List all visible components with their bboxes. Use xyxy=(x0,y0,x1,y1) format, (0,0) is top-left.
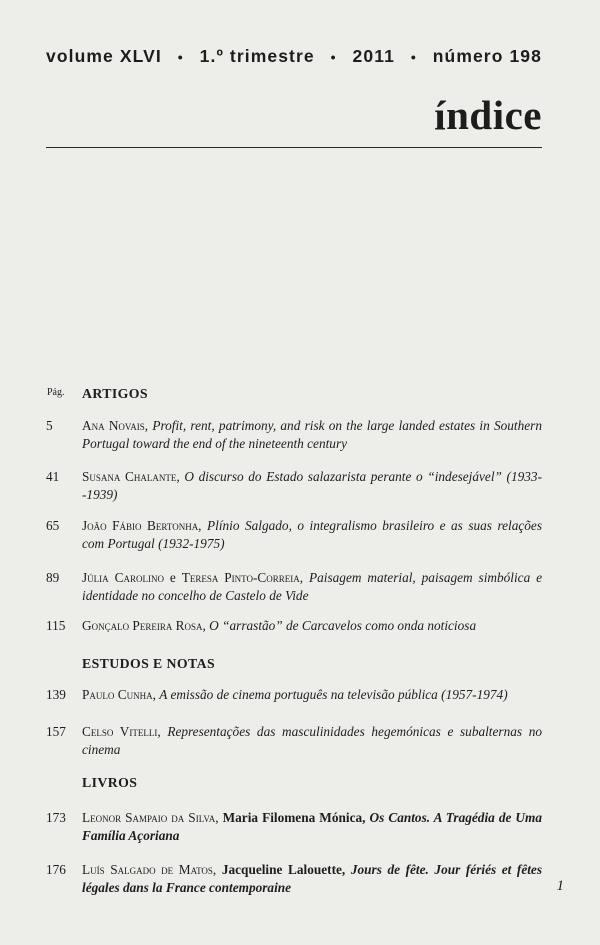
folio-page-number: 1 xyxy=(556,878,564,894)
toc-entry xyxy=(46,861,542,897)
entry-text xyxy=(82,517,542,553)
entry-author: Luís Salgado de Matos, xyxy=(82,862,217,877)
masthead-quarter: 1.º trimestre xyxy=(199,46,315,66)
section-heading-estudos-e-notas: ESTUDOS E NOTAS xyxy=(82,656,216,671)
entry-text xyxy=(82,861,542,897)
toc-entry xyxy=(46,809,542,845)
toc-entry xyxy=(46,569,542,605)
section-heading-artigos: ARTIGOS xyxy=(82,386,148,401)
entry-page-number: 115 xyxy=(46,618,66,633)
entry-reviewed-author: Jacqueline Lalouette, xyxy=(221,862,346,877)
toc-entry xyxy=(46,517,542,553)
masthead-separator: • xyxy=(330,49,337,65)
entry-title: Plínio Salgado, o integralismo brasileiro e as suas relações com Portugal (1932-1975) xyxy=(82,518,543,551)
toc-entry xyxy=(46,723,542,759)
entry-title: Profit, rent, patrimony, and risk on the large landed estates in Southern Portugal toward the end of the nineteenth century xyxy=(82,418,542,451)
masthead-volume: volume XLVI xyxy=(46,46,162,66)
entry-author: Gonçalo Pereira Rosa, xyxy=(82,618,206,633)
entry-title: O discurso do Estado salazarista perante o “indesejável” (1933--1939) xyxy=(82,469,542,502)
toc-entry xyxy=(46,468,542,504)
entry-author: Susana Chalante, xyxy=(82,469,180,484)
entry-author: Júlia Carolino xyxy=(82,570,164,585)
section-heading-livros: LIVROS xyxy=(82,775,138,790)
toc-entry xyxy=(46,686,542,704)
entry-title: Paisagem material, paisagem simbólica e identidade no concelho de Castelo de Vide xyxy=(82,570,543,603)
entry-text xyxy=(82,617,542,635)
entry-page-number: 176 xyxy=(46,862,66,877)
entry-text xyxy=(82,569,542,605)
entry-page-number: 41 xyxy=(46,469,60,484)
entry-author: João Fábio Bertonha, xyxy=(82,518,202,533)
entry-title: Jours de fête. Jour fériés et fêtes légales dans la France contemporaine xyxy=(82,862,543,895)
entry-text xyxy=(82,417,542,453)
entry-page-number: 89 xyxy=(46,570,60,585)
masthead-issue: número 198 xyxy=(432,46,542,66)
entry-title: Os Cantos. A Tragédia de Uma Família Açoriana xyxy=(82,810,543,843)
entry-text xyxy=(82,468,542,504)
entry-text xyxy=(82,723,542,759)
entry-page-number: 139 xyxy=(46,687,66,702)
entry-title: Representações das masculinidades hegemónicas e subalternas no cinema xyxy=(82,724,542,757)
toc-entry xyxy=(46,417,542,453)
entry-page-number: 5 xyxy=(46,418,53,433)
entry-page-number: 173 xyxy=(46,810,66,825)
masthead-separator: • xyxy=(410,49,417,65)
toc-entry xyxy=(46,617,542,635)
entry-text xyxy=(82,686,542,704)
entry-text xyxy=(82,809,542,845)
entry-conjunction: e xyxy=(169,570,176,585)
entry-title: O “arrastão” de Carcavelos como onda noticiosa xyxy=(209,618,477,633)
masthead-year: 2011 xyxy=(352,46,395,66)
entry-author: Celso Vitelli, xyxy=(82,724,161,739)
entry-author: Ana Novais, xyxy=(82,418,149,433)
masthead xyxy=(46,46,542,67)
entry-author: Paulo Cunha, xyxy=(82,687,156,702)
page-title: índice xyxy=(434,92,542,138)
entry-reviewed-author: Maria Filomena Mónica, xyxy=(222,810,366,825)
entry-page-number: 65 xyxy=(46,518,60,533)
page-column-label: Pág. xyxy=(47,387,65,398)
title-rule xyxy=(46,147,542,148)
entry-author: Leonor Sampaio da Silva, xyxy=(82,810,219,825)
masthead-separator: • xyxy=(177,49,184,65)
entry-title: A emissão de cinema português na televisão pública (1957-1974) xyxy=(159,687,508,702)
entry-page-number: 157 xyxy=(46,724,66,739)
entry-coauthor: Teresa Pinto-Correia, xyxy=(181,570,304,585)
